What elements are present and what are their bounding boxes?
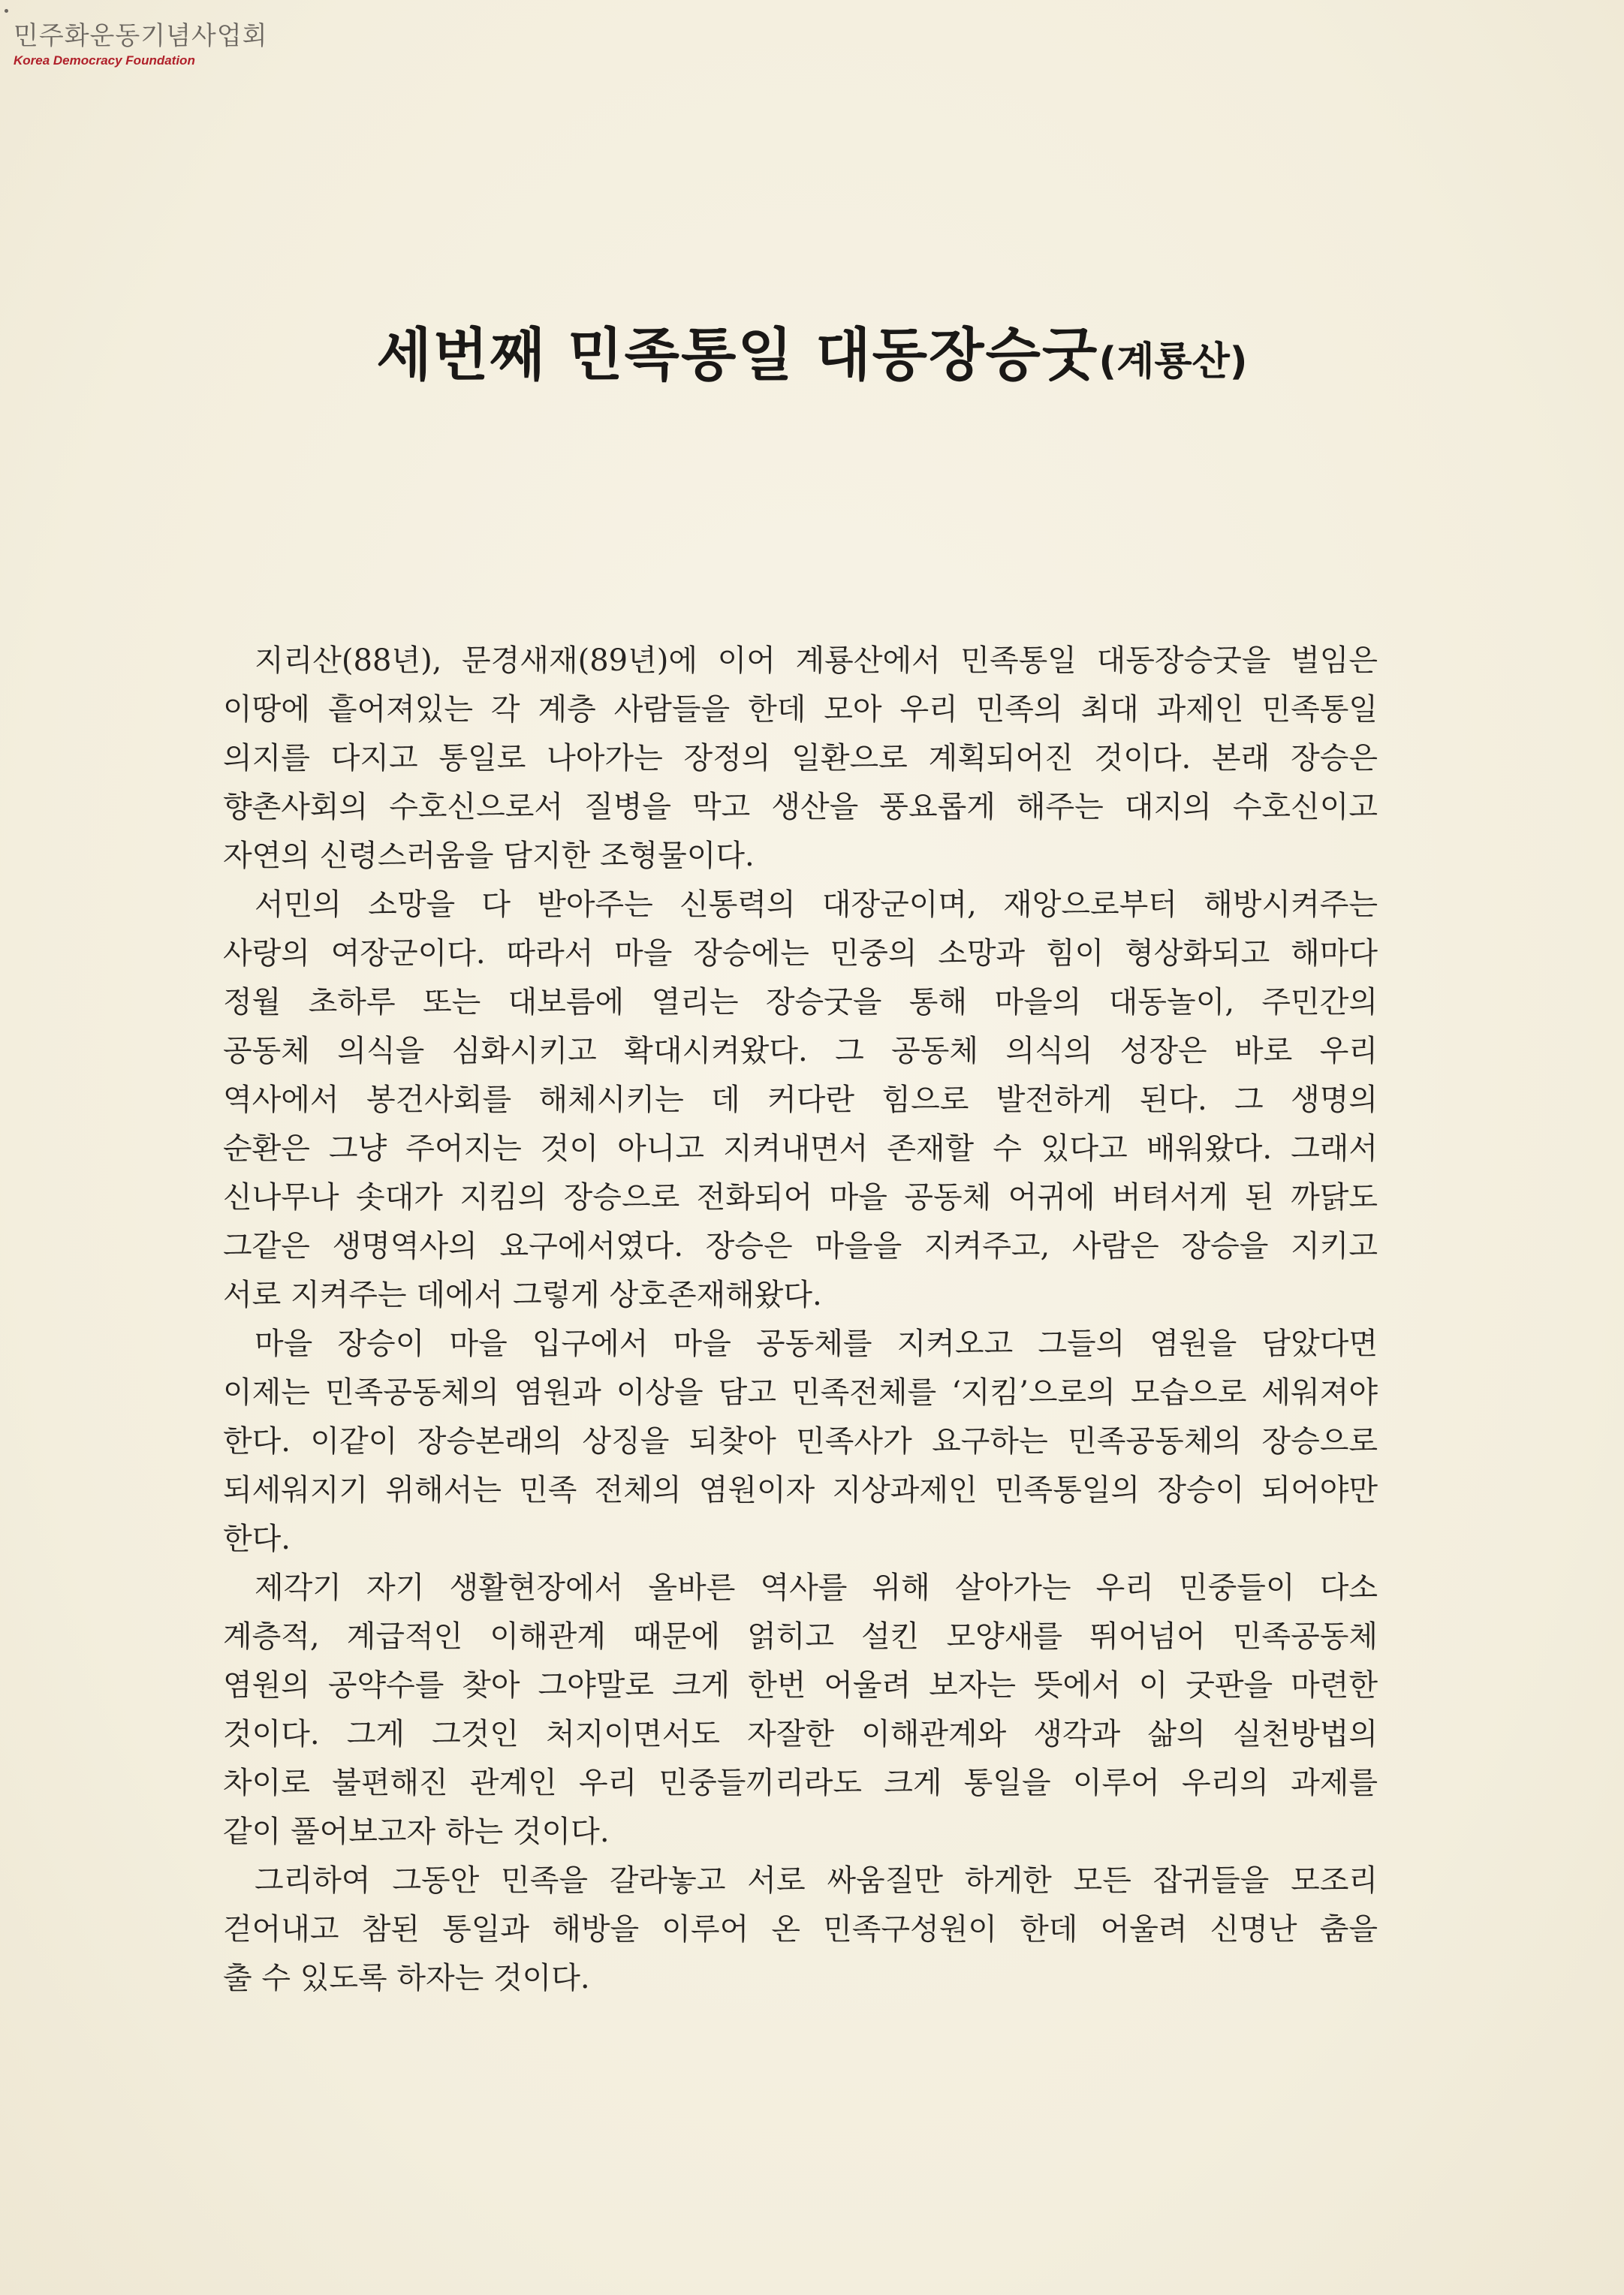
body-line: 한다.	[223, 1522, 291, 1556]
body-line: 지리산(88년), 문경새재(89년)에 이어 계룡산에서 민족통일 대동장승굿을 벌임은	[255, 643, 1378, 678]
body-line: 의지를 다지고 통일로 나아가는 장정의 일환으로 계획되어진 것이다. 본래 장승은	[223, 741, 1378, 776]
body-line: 정월 초하루 또는 대보름에 열리는 장승굿을 통해 마을의 대동놀이, 주민간의	[223, 985, 1378, 1019]
body-line: 염원의 공약수를 찾아 그야말로 크게 한번 어울려 보자는 뜻에서 이 굿판을 마련한	[223, 1668, 1378, 1703]
body-line: 제각기 자기 생활현장에서 올바른 역사를 위해 살아가는 우리 민중들이 다소	[255, 1571, 1378, 1605]
body-line: 마을 장승이 마을 입구에서 마을 공동체를 지켜오고 그들의 염원을 담았다면	[255, 1327, 1378, 1361]
body-line: 서로 지켜주는 데에서 그렇게 상호존재해왔다.	[223, 1278, 822, 1312]
body-line: 공동체 의식을 심화시키고 확대시켜왔다. 그 공동체 의식의 성장은 바로 우리	[223, 1034, 1378, 1068]
logo-english-text: Korea Democracy Foundation	[14, 53, 195, 68]
corner-mark	[5, 9, 8, 13]
body-line: 것이다. 그게 그것인 처지이면서도 자잘한 이해관계와 생각과 삶의 실천방법의	[223, 1717, 1378, 1751]
body-line: 이땅에 흩어져있는 각 계층 사람들을 한데 모아 우리 민족의 최대 과제인 민족통일	[223, 692, 1378, 727]
body-line: 자연의 신령스러움을 담지한 조형물이다.	[223, 839, 755, 873]
body-line: 출 수 있도록 하자는 것이다.	[223, 1961, 590, 1995]
body-line: 이제는 민족공동체의 염원과 이상을 담고 민족전체를 ‘지킴’으로의 모습으로 세워져야	[223, 1375, 1378, 1410]
body-line: 그리하여 그동안 민족을 갈라놓고 서로 싸움질만 하게한 모든 잡귀들을 모조리	[255, 1863, 1378, 1898]
body-line: 서민의 소망을 다 받아주는 신통력의 대장군이며, 재앙으로부터 해방시켜주는	[255, 887, 1378, 922]
body-line: 그같은 생명역사의 요구에서였다. 장승은 마을을 지켜주고, 사람은 장승을 지키고	[223, 1229, 1378, 1263]
body-line: 되세워지기 위해서는 민족 전체의 염원이자 지상과제인 민족통일의 장승이 되어야만	[223, 1473, 1378, 1507]
body-line: 신나무나 솟대가 지킴의 장승으로 전화되어 마을 공동체 어귀에 버텨서게 된 까닭도	[223, 1180, 1378, 1215]
body-line: 계층적, 계급적인 이해관계 때문에 얽히고 설킨 모양새를 뛰어넘어 민족공동체	[223, 1619, 1378, 1654]
body-line: 역사에서 봉건사회를 해체시키는 데 커다란 힘으로 발전하게 된다. 그 생명의	[223, 1083, 1378, 1117]
body-line: 차이로 불편해진 관계인 우리 민중들끼리라도 크게 통일을 이루어 우리의 과제를	[223, 1766, 1378, 1800]
body-line: 같이 풀어보고자 하는 것이다.	[223, 1815, 610, 1849]
body-line: 순환은 그냥 주어지는 것이 아니고 지켜내면서 존재할 수 있다고 배워왔다. 그래서	[223, 1131, 1378, 1166]
logo-korean-text: 민주화운동기념사업회	[14, 21, 268, 51]
body-line: 걷어내고 참된 통일과 해방을 이루어 온 민족구성원이 한데 어울려 신명난 춤을	[223, 1912, 1378, 1947]
page-title	[0, 314, 1624, 412]
body-line: 향촌사회의 수호신으로서 질병을 막고 생산을 풍요롭게 해주는 대지의 수호신이고	[223, 790, 1378, 824]
document-body	[223, 637, 1378, 2003]
foundation-logo	[14, 20, 284, 69]
title-main: 세번째 민족통일 대동장승굿	[376, 321, 1099, 388]
body-line: 한다. 이같이 장승본래의 상징을 되찾아 민족사가 요구하는 민족공동체의 장승으로	[223, 1424, 1378, 1459]
body-line: 사랑의 여장군이다. 따라서 마을 장승에는 민중의 소망과 힘이 형상화되고 해마다	[223, 936, 1378, 971]
title-subtitle: (계룡산)	[1098, 339, 1248, 384]
